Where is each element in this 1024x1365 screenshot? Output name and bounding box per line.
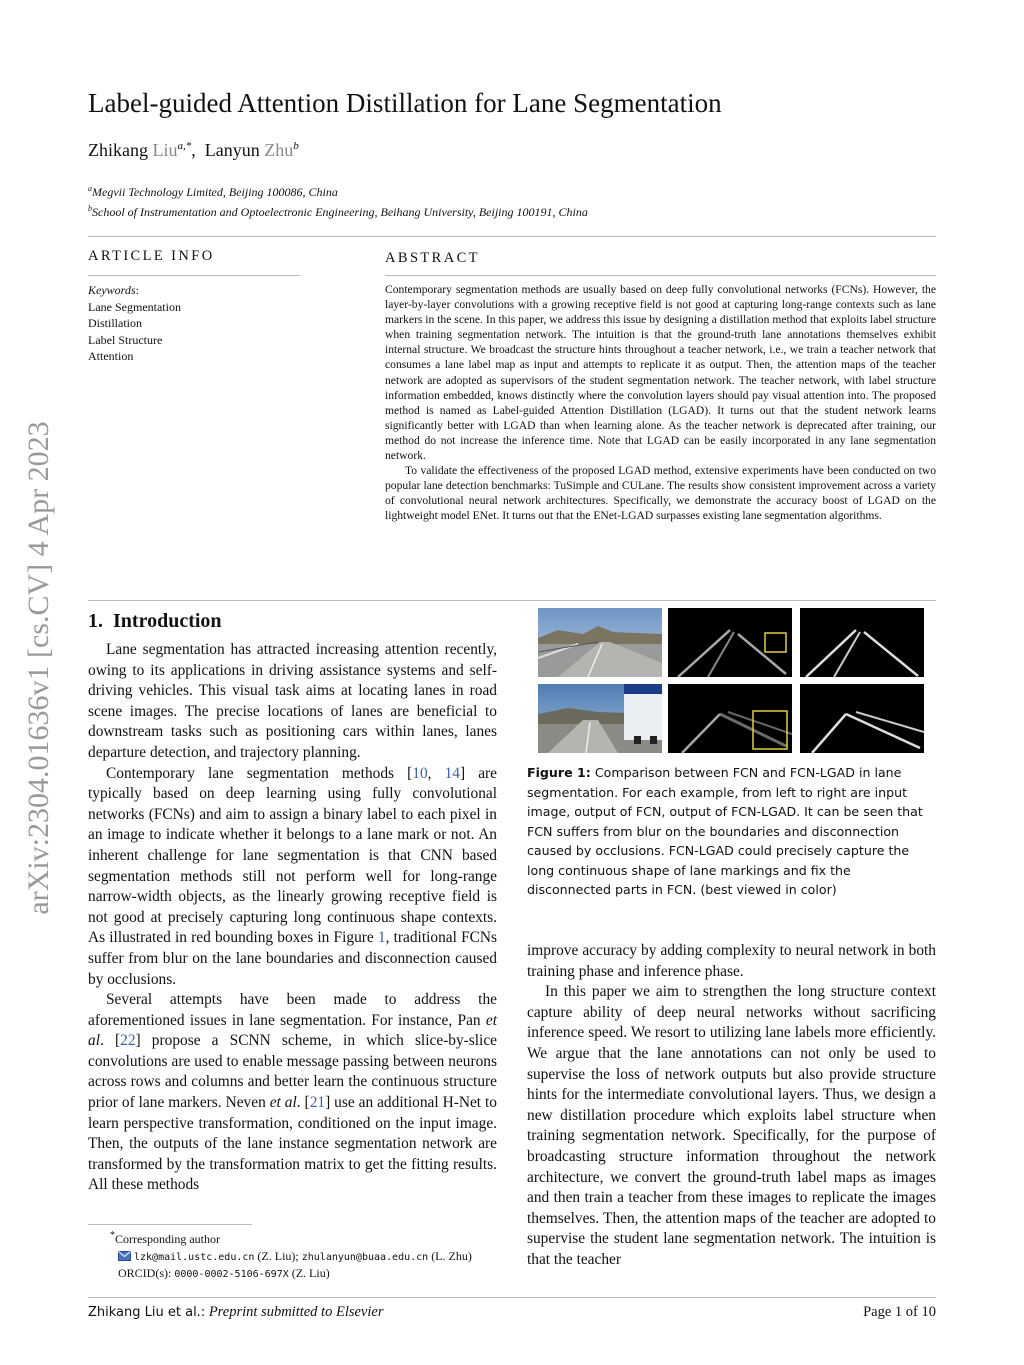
footnote-mark: * xyxy=(110,1230,115,1241)
author-surname: Zhu xyxy=(264,140,294,160)
footnote-orcid xyxy=(118,1266,330,1281)
abstract-paragraph: Contemporary segmentation methods are usually based on deep fully convolutional networks (FCNs). However, the layer-by-layer convolutions with a growing receptive field is not good at capturing long-range contexts such as lane markers in the scene. In this paper, we address this issue by designing a distillation method that exploits label structure when training segmentation network. The intuition is that the ground-truth lane annotations themselves exhibit internal structure. We broadcast the structure hints throughout a teacher network, i.e., we train a teacher network that consumes a lane label map as input and attempts to replicate it as output. Then, the attention maps of the teacher network are adopted as supervisors of the student segmentation network. The teacher network, with label structure information embedded, knows distinctly where the convolution layers should pay visual attention into. The proposed method is named as Label-guided Attention Distillation (LGAD). It turns out that the student network learns significantly better with LGAD than when learning alone. As the teacher network is deprecated after training, our method do not increase the inference time. Note that LGAD can be easily incorporated in any lane segmentation network. xyxy=(385,283,936,463)
citation-link[interactable]: 21 xyxy=(309,1094,326,1112)
fcn-output-1 xyxy=(668,608,792,677)
abstract-rule xyxy=(385,275,936,276)
keyword: Lane Segmentation xyxy=(88,299,181,314)
abstract-end-rule xyxy=(88,600,936,601)
footer-venue: Preprint submitted to Elsevier xyxy=(208,1304,384,1320)
intro-paragraph: In this paper we aim to strengthen the long structure context capture ability of deep neural networks without sacrificing inference speed. We resort to utilizing lane labels more efficiently. We argue that the lane annotations can not only be used to supervise the loss of network outputs but also provide structure hints for the intermediate convolutional layers. Thus, we design a new distillation procedure which exploits label structure when training segmentation network. Specifically, for the purpose of broadcasting structure information throughout the network architecture, we convert the ground-truth label maps as images and then train a teacher from these images to replicate the images themselves. Then, the attention maps of the teacher are adopted to supervise the student lane segmentation network. The intuition is that the teacher xyxy=(527,983,936,1268)
figure-label: Figure 1: xyxy=(527,765,591,780)
abstract-paragraph: To validate the effectiveness of the proposed LGAD method, extensive experiments have been conducted on two popular lane detection benchmarks: TuSimple and CULane. The results show consistent improvement across a variety of convolutional neural network architectures. Specifically, we demonstrate the accuracy boost of LGAD on the lightweight model ENet. It turns out that the ENet-LGAD surpasses existing lane segmentation algorithms. xyxy=(385,464,936,523)
keywords-label: Keywords xyxy=(88,283,136,297)
lane-output-svg xyxy=(800,608,924,677)
affiliation-mark: b xyxy=(88,204,92,213)
affiliation-mark: a xyxy=(88,184,92,193)
article-info-heading: ARTICLE INFO xyxy=(88,248,215,264)
road-scene-svg xyxy=(538,608,662,677)
footnote-rule xyxy=(88,1224,252,1225)
intro-right-column xyxy=(527,941,936,1271)
author-mark: b xyxy=(293,140,299,152)
footer-rule xyxy=(88,1297,936,1298)
figure-1 xyxy=(538,608,936,753)
orcid-owner: (Z. Liu) xyxy=(291,1266,330,1280)
section-number: 1. xyxy=(88,610,103,632)
affiliation-text: Megvii Technology Limited, Beijing 100086, China xyxy=(92,185,338,199)
arxiv-stamp xyxy=(18,375,60,960)
road-scene-svg xyxy=(538,684,662,753)
section-title: Introduction xyxy=(113,610,222,632)
footer-authors: Zhikang Liu et al.: xyxy=(88,1305,206,1320)
email-link[interactable]: zhulanyun@buaa.edu.cn xyxy=(301,1252,429,1263)
footer-left xyxy=(88,1304,383,1321)
keyword: Label Structure xyxy=(88,332,163,347)
email-owner: (Z. Liu); xyxy=(257,1249,299,1263)
affiliation-a xyxy=(88,184,338,200)
figure-caption-text: Comparison between FCN and FCN-LGAD in lane segmentation. For each example, from left to right are input image, output of FCN, output of FCN-LGAD. It can be seen that FCN suffers from blur on the boundaries and disconnection caused by occlusions. FCN-LGAD could precisely capture the long continuous shape of lane markings and fix the disconnected parts in FCN. (best viewed in color) xyxy=(527,765,923,897)
footnote-corresponding xyxy=(110,1230,220,1247)
input-road-image-2 xyxy=(538,684,662,753)
input-road-image-1 xyxy=(538,608,662,677)
intro-paragraph: Contemporary lane segmentation methods [10, 14] are typically based on deep learning using fully convolutional networks (FCNs) and aim to assign a binary label to each pixel in an image to indicate whether it belongs to a lane mark or not. An inherent challenge for lane segmentation is that CNN based segmentation methods still not perform well for long-range narrow-width objects, as the linearly growing receptive field is not good at precisely capturing long continuous shape contexts. As illustrated in red bounding boxes in Figure 1, traditional FCNs suffer from blur on the lane boundaries and disconnection caused by occlusions. xyxy=(88,764,497,988)
orcid-link[interactable]: 0000-0002-5106-697X xyxy=(174,1269,289,1280)
keyword: Distillation xyxy=(88,316,142,330)
author-mark: a,* xyxy=(177,140,192,152)
intro-paragraph: improve accuracy by adding complexity to neural network in both training phase and inference phase. xyxy=(527,942,936,980)
figure-link[interactable]: 1 xyxy=(377,929,386,947)
affiliation-text: School of Instrumentation and Optoelectronic Engineering, Beihang University, Beijing 100191, China xyxy=(92,205,588,219)
fcn-output-2 xyxy=(668,684,792,753)
citation-link[interactable]: 14 xyxy=(444,764,460,782)
keyword: Attention xyxy=(88,349,134,363)
figure-caption xyxy=(527,763,936,900)
citation-link[interactable]: 10 xyxy=(412,764,428,782)
intro-paragraph: Several attempts have been made to address the aforementioned issues in lane segmentation. For instance, Pan et al. [22] propose a SCNN scheme, in which slice-by-slice convolutions are used to enable message passing between neurons across rows and columns and better learn the continuous structure prior of lane markers. Neven et al. [21] use an additional H-Net to learn perspective transformation, conditioned on the input image. Then, the outputs of the lane instance segmentation network are transformed by the transformation matrix to get the fitting results. All these methods xyxy=(88,991,497,1194)
author-list: Zhikang Liu$^{a,*}$, Lanyun Zhu$^b$ xyxy=(88,140,299,160)
keywords-block: Keywords: Lane Segmentation Distillation Label Structure Attention xyxy=(88,283,181,363)
email-owner: (L. Zhu) xyxy=(431,1249,472,1263)
header-rule xyxy=(88,236,936,237)
section-heading xyxy=(88,610,222,633)
paper-title: Label-guided Attention Distillation for Lane Segmentation xyxy=(88,88,722,118)
email-link[interactable]: lzk@mail.ustc.edu.cn xyxy=(134,1252,255,1263)
article-info-rule xyxy=(88,275,300,276)
lane-output-svg xyxy=(668,608,792,677)
author-given-name: Lanyun xyxy=(204,140,260,160)
lgad-output-2 xyxy=(800,684,924,753)
page-number: Page 1 of 10 xyxy=(863,1304,936,1320)
footnote-text: Corresponding author xyxy=(115,1232,220,1246)
intro-paragraph: Lane segmentation has attracted increasing attention recently, owing to its applications in driving assistance systems and self-driving vehicles. This visual task aims at locating lanes in road scene images. The precise locations of lanes are beneficial to downstream tasks such as positioning cars within lanes, lanes departure detection, and trajectory planning. xyxy=(88,641,497,761)
abstract-heading: ABSTRACT xyxy=(385,250,480,266)
citation-link[interactable]: 22 xyxy=(120,1032,136,1050)
lane-output-svg xyxy=(668,684,792,753)
lane-output-svg xyxy=(800,684,924,753)
lgad-output-1 xyxy=(800,608,924,677)
intro-left-column xyxy=(88,640,497,1196)
footnote-emails xyxy=(118,1249,472,1264)
author-surname: Liu xyxy=(152,140,178,160)
author-given-name: Zhikang xyxy=(88,140,148,160)
affiliation-b xyxy=(88,204,588,220)
envelope-icon xyxy=(118,1251,131,1261)
arxiv-stamp-text: arXiv:2304.01636v1 [cs.CV] 4 Apr 2023 xyxy=(22,420,55,915)
abstract-body xyxy=(385,282,936,524)
orcid-label: ORCID(s): xyxy=(118,1266,172,1280)
